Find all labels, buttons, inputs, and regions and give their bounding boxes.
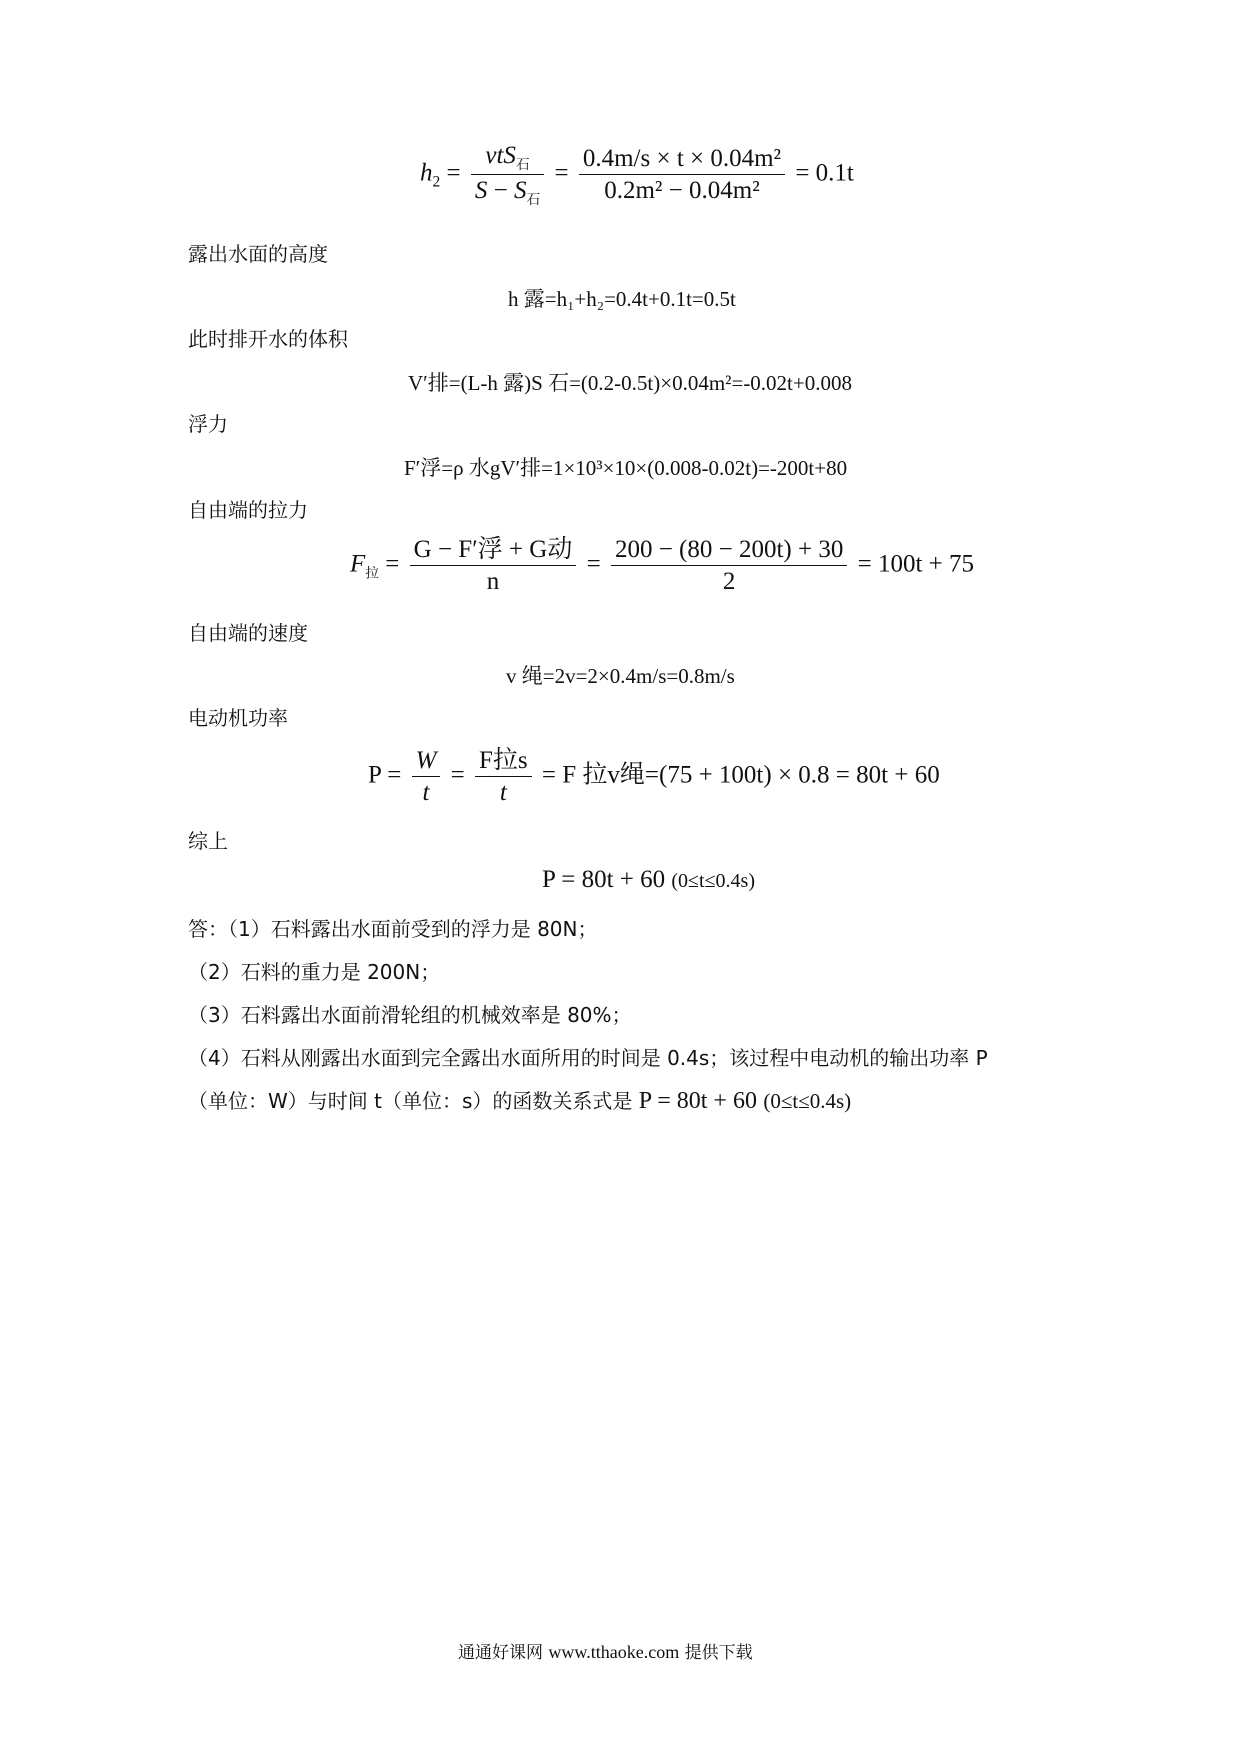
answer-4-line-1: （4）石料从刚露出水面到完全露出水面所用的时间是 0.4s；该过程中电动机的输出功率 P: [188, 1046, 988, 1070]
label-displaced-volume: 此时排开水的体积: [188, 327, 348, 351]
answer-3: （3）石料露出水面前滑轮组的机械效率是 80%；: [188, 1003, 632, 1027]
label-free-end-pull: 自由端的拉力: [188, 498, 308, 522]
power-fraction-fs: $\frac{\text{F拉s}}{t}$: [475, 745, 532, 809]
equation-displaced-volume: V′排=(L-h 露)S 石=(0.2-0.5t)×0.04m²=-0.02t+0.008: [408, 371, 852, 395]
equation-final-power: P = 80t + 60 (0≤t≤0.4s): [542, 866, 755, 893]
answer-1: 答：（1）石料露出水面前受到的浮力是 80N；: [188, 917, 598, 941]
equation-pull-force: $F_拉$ = $\frac{\text{G − F′浮 + G动}}{n}$ = $\frac{200 - (80 - 200t) + 30}{2}$ = 100t + 75: [350, 534, 974, 598]
footer-suffix: 提供下载: [684, 1643, 753, 1663]
footer: [458, 1638, 753, 1663]
h2-fraction-numeric: $\frac{\text{0.4m/s × t × 0.04m²}}{\text{0.2m² − 0.04m²}}$: [579, 143, 785, 207]
power-fraction-w: $\frac{W}{t}$: [412, 745, 441, 809]
label-exposed-height: 露出水面的高度: [188, 242, 328, 266]
h2-fraction-symbolic: $\frac{vtS_石}{S - S_石}$: [471, 140, 544, 209]
label-motor-power: 电动机功率: [188, 706, 288, 730]
label-buoyancy: 浮力: [188, 412, 228, 436]
label-free-end-speed: 自由端的速度: [188, 621, 308, 645]
equation-rope-speed: v 绳=2v=2×0.4m/s=0.8m/s: [506, 664, 735, 688]
pull-fraction-numeric: $\frac{200 - (80 - 200t) + 30}{2}$: [611, 534, 847, 598]
equation-motor-power: P = $\frac{W}{t}$ = $\frac{\text{F拉s}}{t}$ = F 拉v绳=(75 + 100t) × 0.8 = 80t + 60: [368, 745, 940, 809]
pull-fraction-symbolic: $\frac{\text{G − F′浮 + G动}}{n}$: [410, 534, 577, 598]
footer-url[interactable]: www.tthaoke.com: [548, 1642, 680, 1662]
footer-site-name: 通通好课网: [458, 1643, 543, 1663]
answer-2: （2）石料的重力是 200N；: [188, 960, 441, 984]
equation-h2: $h_2$ = $\frac{vtS_石}{S - S_石}$ = $\frac{\text{0.4m/s × t × 0.04m²}}{\text{0.2m² − 0.04m²}}$ = 0.1t: [420, 142, 854, 209]
equation-buoyancy: F′浮=ρ 水gV′排=1×10³×10×(0.008-0.02t)=-200t+80: [404, 456, 848, 480]
equation-h-exposed: h 露=h₁+h₂=0.4t+0.1t=0.5t: [508, 287, 736, 311]
label-summary: 综上: [188, 829, 228, 853]
answer-4-line-2: （单位：W）与时间 t（单位：s）的函数关系式是 P = 80t + 60 (0≤t≤0.4s): [188, 1088, 852, 1114]
